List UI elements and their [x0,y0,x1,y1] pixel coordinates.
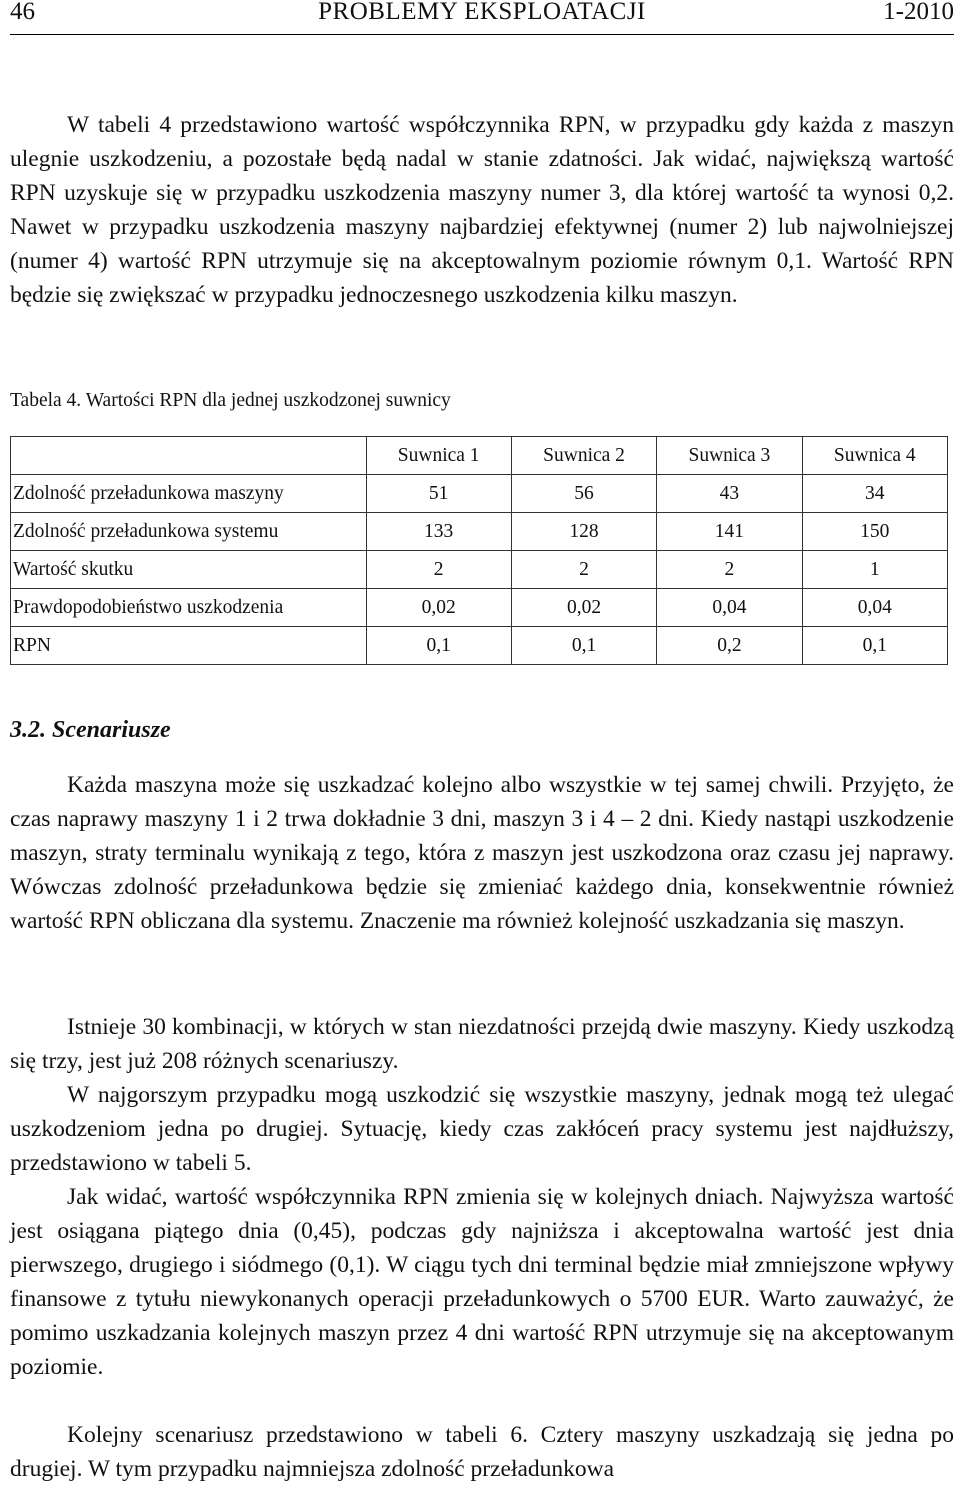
table-header-cell: Suwnica 4 [802,437,947,475]
table-row [11,589,948,627]
running-header [10,0,954,35]
table-cell: 133 [366,513,511,551]
rpn-table [10,436,948,665]
journal-title: PROBLEMY EKSPLOATACJI [318,0,646,25]
table-header-cell: Suwnica 3 [657,437,802,475]
table-cell: 34 [802,475,947,513]
table-header-cell [11,437,367,475]
row-label: Zdolność przeładunkowa maszyny [11,475,367,513]
row-label: Zdolność przeładunkowa systemu [11,513,367,551]
paragraph-combinations: Istnieje 30 kombinacji, w których w stan niezdatności przejdą dwie maszyny. Kiedy uszkodzą się trzy, jest już 208 różnych scenariuszy. [10,1014,954,1074]
table-cell: 0,1 [802,627,947,665]
table-row [11,551,948,589]
paragraph-rpn-intro: W tabeli 4 przedstawiono wartość współczynnika RPN, w przypadku gdy każda z maszyn ulegnie uszkodzeniu, a pozostałe będą nadal w stanie zdatności. Jak widać, największą wartość RPN uzyskuje się w przypadku uszkodzenia maszyny numer 3, dla której wartość ta wynosi 0,2. Nawet w przypadku uszkodzenia maszyny najbardziej efektywnej (numer 2) lub najwolniejszej (numer 4) wartość RPN utrzymuje się na akceptowalnym poziomie równym 0,1. Wartość RPN będzie się zwiększać w przypadku jednoczesnego uszkodzenia kilku maszyn. [10,112,954,308]
paragraph-worst-case: W najgorszym przypadku mogą uszkodzić się wszystkie maszyny, jednak mogą też ulegać uszkodzeniom jedna po drugiej. Sytuację, kiedy czas zakłóceń pracy systemu jest najdłuższy, przedstawiono w tabeli 5. [10,1082,954,1176]
table-cell: 0,04 [657,589,802,627]
table-cell: 0,02 [366,589,511,627]
row-label: Wartość skutku [11,551,367,589]
table-cell: 0,1 [511,627,656,665]
row-label: Prawdopodobieństwo uszkodzenia [11,589,367,627]
table-row [11,627,948,665]
paragraph-failure-order: Każda maszyna może się uszkadzać kolejno albo wszystkie w tej samej chwili. Przyjęto, że czas naprawy maszyny 1 i 2 trwa dokładnie 3 dni, maszyn 3 i 4 – 2 dni. Kiedy nastąpi uszkodzenie maszyn, straty terminalu wynikają z tego, która z maszyn jest uszkodzona oraz czasu jej naprawy. Wówczas zdolność przeładunkowa będzie się zmieniać każdego dnia, konsekwentnie również wartość RPN obliczana dla systemu. Znaczenie ma również kolejność uszkadzania się maszyn. [10,772,954,934]
table-cell: 1 [802,551,947,589]
table-row [11,513,948,551]
table-cell: 56 [511,475,656,513]
table-cell: 128 [511,513,656,551]
table-cell: 0,2 [657,627,802,665]
section-heading: 3.2. Scenariusze [10,717,171,743]
page-number: 46 [10,0,35,25]
paragraph-rpn-daily: Jak widać, wartość współczynnika RPN zmienia się w kolejnych dniach. Najwyższa wartość jest osiągana piątego dnia (0,45), podczas gdy najniższa i akceptowalna wartość jest dnia pierwszego, drugiego i siódmego (0,1). W ciągu tych dni terminal będzie miał zmniejszone wpływy finansowe z tytułu niewykonanych operacji przeładunkowych o 5700 EUR. Warto zauważyć, że pomimo uszkadzania kolejnych maszyn przez 4 dni wartość RPN utrzymuje się na akceptowanym poziomie. [10,1184,954,1380]
table-cell: 141 [657,513,802,551]
table-row [11,475,948,513]
table-caption: Tabela 4. Wartości RPN dla jednej uszkodzonej suwnicy [10,390,451,411]
table-cell: 0,04 [802,589,947,627]
table-cell: 0,02 [511,589,656,627]
row-label: RPN [11,627,367,665]
table-header-cell: Suwnica 2 [511,437,656,475]
table-header-row [11,437,948,475]
table-header-cell: Suwnica 1 [366,437,511,475]
table-cell: 2 [366,551,511,589]
table-cell: 43 [657,475,802,513]
table-cell: 51 [366,475,511,513]
table-cell: 150 [802,513,947,551]
issue-number: 1-2010 [883,0,954,25]
table-cell: 0,1 [366,627,511,665]
table-cell: 2 [657,551,802,589]
table-cell: 2 [511,551,656,589]
paragraph-next-scenario: Kolejny scenariusz przedstawiono w tabeli 6. Cztery maszyny uszkadzają się jedna po drugiej. W tym przypadku najmniejsza zdolność przeładunkowa [10,1422,954,1482]
